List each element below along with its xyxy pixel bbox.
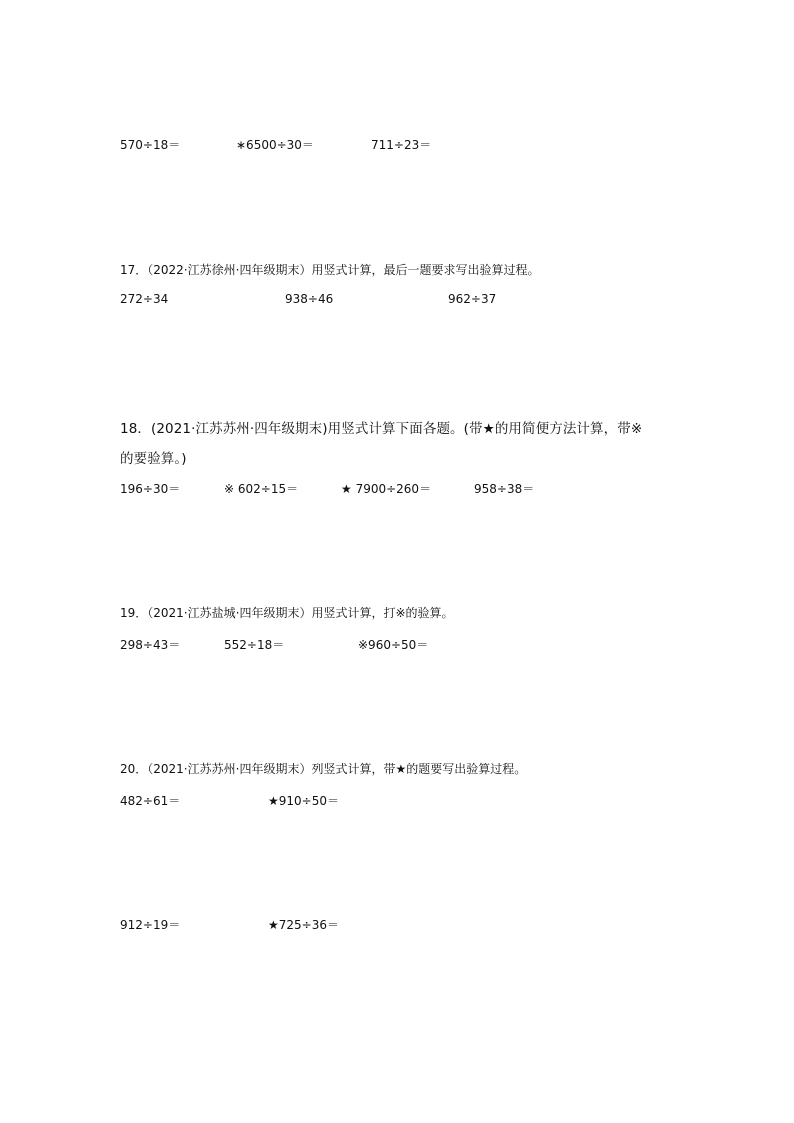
q19-expression-3: ※960÷50＝: [358, 638, 429, 652]
q20-expression-2: ★910÷50＝: [268, 794, 339, 808]
question-19-prompt: 19．（2021·江苏盐城·四年级期末）用竖式计算，打※的验算。: [120, 606, 454, 620]
question-18-prompt-line1: 18．(2021·江苏苏州·四年级期末)用竖式计算下面各题。(带★的用简便方法计算，带※: [120, 421, 643, 437]
expression-711-div-23: 711÷23＝: [371, 138, 432, 152]
q19-expression-1: 298÷43＝: [120, 638, 181, 652]
q17-expression-2: 938÷46: [285, 292, 334, 306]
q17-expression-3: 962÷37: [448, 292, 497, 306]
q17-expression-1: 272÷34: [120, 292, 169, 306]
expression-570-div-18: 570÷18＝: [120, 138, 181, 152]
q18-expression-3: ★ 7900÷260＝: [341, 482, 432, 496]
question-17-prompt: 17．（2022·江苏徐州·四年级期末）用竖式计算，最后一题要求写出验算过程。: [120, 263, 540, 277]
q20-expression-4: ★725÷36＝: [268, 918, 339, 932]
q20-expression-3: 912÷19＝: [120, 918, 181, 932]
q18-expression-4: 958÷38＝: [474, 482, 535, 496]
question-20-prompt: 20．（2021·江苏苏州·四年级期末）列竖式计算，带★的题要写出验算过程。: [120, 762, 527, 776]
q20-expression-1: 482÷61＝: [120, 794, 181, 808]
q18-expression-2: ※ 602÷15＝: [224, 482, 299, 496]
q18-expression-1: 196÷30＝: [120, 482, 181, 496]
question-18-prompt-line2: 的要验算。): [120, 451, 187, 467]
expression-6500-div-30: ∗6500÷30＝: [236, 138, 314, 152]
q19-expression-2: 552÷18＝: [224, 638, 285, 652]
